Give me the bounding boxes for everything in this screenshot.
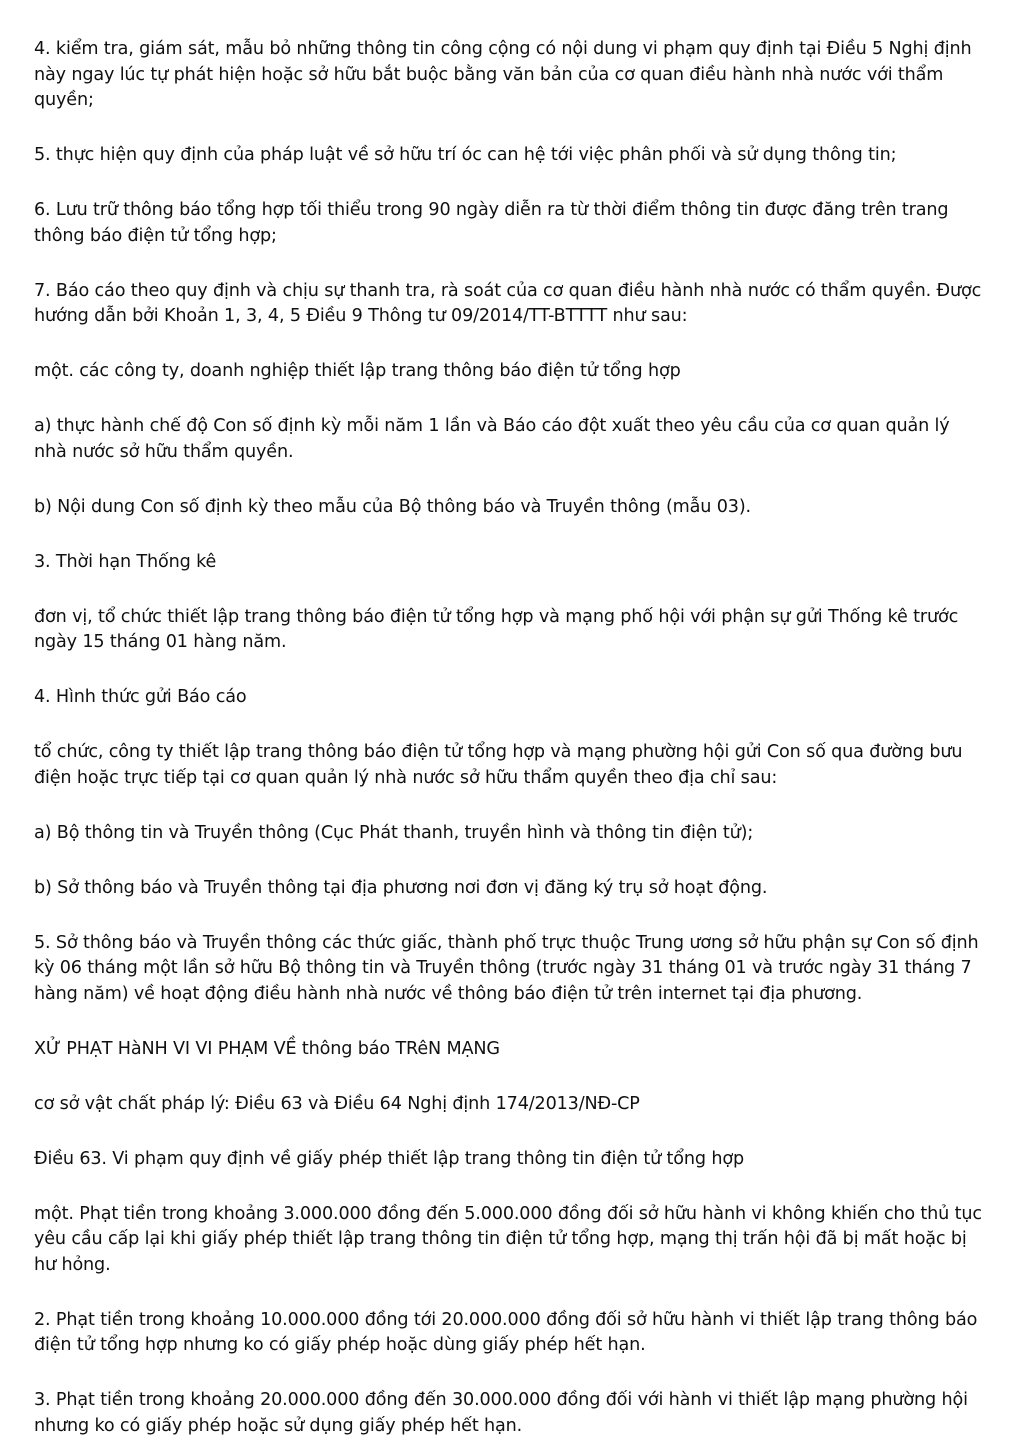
article-heading: Điều 63. Vi phạm quy định về giấy phép thiết lập trang thông tin điện tử tổng hợp (34, 1148, 745, 1169)
paragraph: một. các công ty, doanh nghiệp thiết lập trang thông báo điện tử tổng hợp (34, 361, 681, 381)
paragraph: b) Sở thông báo và Truyền thông tại địa phương nơi đơn vị đăng ký trụ sở hoạt động. (34, 877, 768, 898)
paragraph: một. Phạt tiền trong khoảng 3.000.000 đồng đến 5.000.000 đồng đối sở hữu hành vi không khiến cho thủ tục yêu cầu cấp lại khi giấy phép thiết lập trang thông tin điện tử tổng hợp, mạng thị trấn hội đã bị mất hoặc bị hư hỏng. (34, 1203, 982, 1275)
paragraph: 7. Báo cáo theo quy định và chịu sự thanh tra, rà soát của cơ quan điều hành nhà nước có thẩm quyền. Được hướng dẫn bởi Khoản 1, 3, 4, 5 Điều 9 Thông tư 09/2014/TT-BTTTT như sau: (34, 280, 982, 326)
paragraph: 4. kiểm tra, giám sát, mẫu bỏ những thông tin công cộng có nội dung vi phạm quy định tại Điều 5 Nghị định này ngay lúc tự phát hiện hoặc sở hữu bắt buộc bằng văn bản của cơ quan điều hành nhà nước với thẩm quyền; (34, 39, 972, 110)
section-heading: XỬ PHẠT HàNH VI VI PHẠM VỀ thông báo TRêN MẠNG (34, 1038, 500, 1059)
paragraph: 2. Phạt tiền trong khoảng 10.000.000 đồng tới 20.000.000 đồng đối sở hữu hành vi thiết lập trang thông báo điện tử tổng hợp nhưng ko có giấy phép hoặc dùng giấy phép hết hạn. (34, 1309, 978, 1355)
paragraph: 5. Sở thông báo và Truyền thông các thức giấc, thành phố trực thuộc Trung ương sở hữu phận sự Con số định kỳ 06 tháng một lần sở hữu Bộ thông tin và Truyền thông (trước ngày 31 tháng 01 và trước ngày 31 tháng 7 hàng năm) về hoạt động điều hành nhà nước về thông báo điện tử trên internet tại địa phương. (34, 932, 979, 1004)
document-body (34, 37, 984, 1439)
paragraph: a) thực hành chế độ Con số định kỳ mỗi năm 1 lần và Báo cáo đột xuất theo yêu cầu của cơ quan quản lý nhà nước sở hữu thẩm quyền. (34, 416, 950, 462)
paragraph: 3. Phạt tiền trong khoảng 20.000.000 đồng đến 30.000.000 đồng đối với hành vi thiết lập mạng phường hội nhưng ko có giấy phép hoặc sử dụng giấy phép hết hạn. (34, 1390, 968, 1436)
paragraph: 6. Lưu trữ thông báo tổng hợp tối thiểu trong 90 ngày diễn ra từ thời điểm thông tin được đăng trên trang thông báo điện tử tổng hợp; (34, 200, 949, 246)
paragraph: 4. Hình thức gửi Báo cáo (34, 687, 247, 707)
paragraph: đơn vị, tổ chức thiết lập trang thông báo điện tử tổng hợp và mạng phố hội với phận sự gửi Thống kê trước ngày 15 tháng 01 hàng năm. (34, 606, 959, 652)
paragraph: cơ sở vật chất pháp lý: Điều 63 và Điều 64 Nghị định 174/2013/NĐ-CP (34, 1093, 640, 1114)
paragraph: tổ chức, công ty thiết lập trang thông báo điện tử tổng hợp và mạng phường hội gửi Con số qua đường bưu điện hoặc trực tiếp tại cơ quan quản lý nhà nước sở hữu thẩm quyền theo địa chỉ sau: (34, 742, 963, 788)
paragraph: b) Nội dung Con số định kỳ theo mẫu của Bộ thông báo và Truyền thông (mẫu 03). (34, 496, 751, 517)
paragraph: a) Bộ thông tin và Truyền thông (Cục Phát thanh, truyền hình và thông tin điện tử); (34, 822, 754, 843)
paragraph: 3. Thời hạn Thống kê (34, 551, 217, 572)
paragraph: 5. thực hiện quy định của pháp luật về sở hữu trí óc can hệ tới việc phân phối và sử dụng thông tin; (34, 145, 897, 165)
